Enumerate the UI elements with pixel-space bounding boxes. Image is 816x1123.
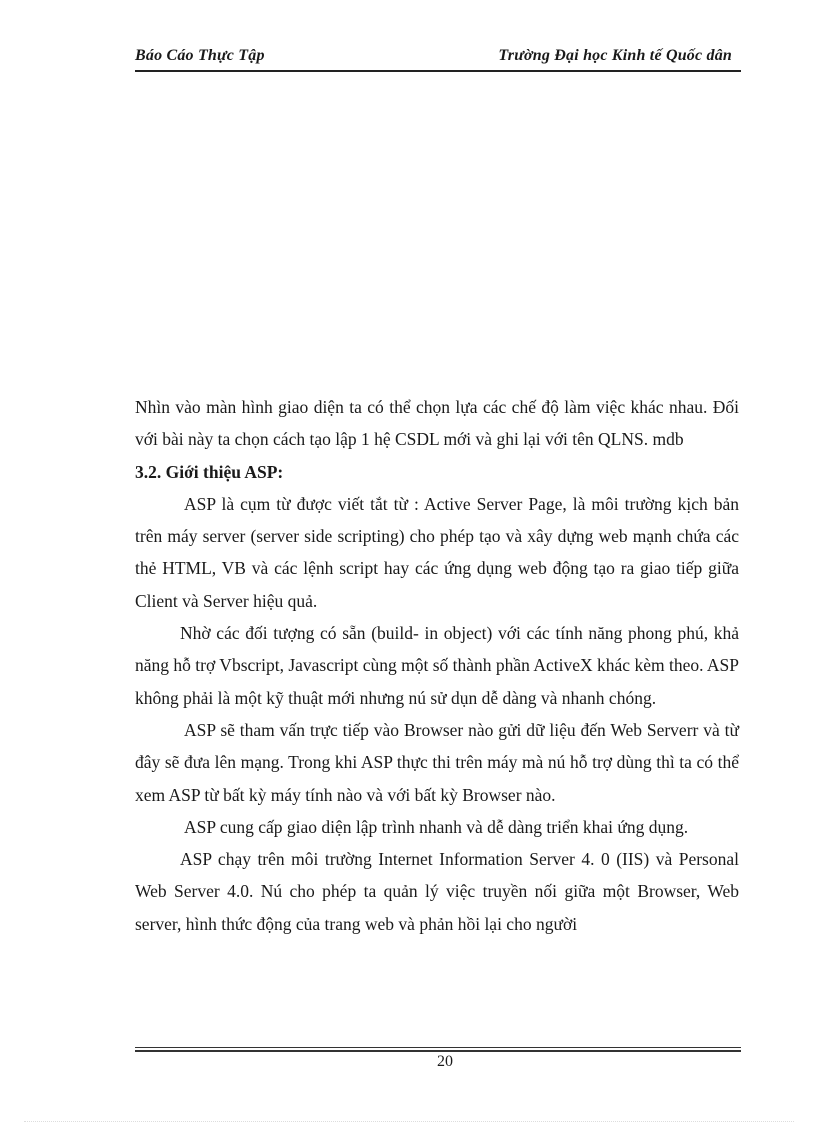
header-university-name: Trường Đại học Kinh tế Quốc dân <box>498 47 732 64</box>
document-body <box>135 391 739 940</box>
paragraph-asp-browser: ASP sẽ tham vấn trực tiếp vào Browser nào gửi dữ liệu đến Web Serverr và từ đây sẽ đưa lên mạng. Trong khi ASP thực thi trên máy mà nú hỗ trợ dùng thì ta có thể xem ASP từ bất kỳ máy tính nào và với bất kỳ Browser nào. <box>135 719 739 805</box>
page-edge-divider <box>24 1121 794 1122</box>
paragraph-asp-definition: ASP là cụm từ được viết tắt từ : Active Server Page, là môi trường kịch bản trên máy server (server side scripting) cho phép tạo và xây dựng web mạnh chứa các thẻ HTML, VB và các lệnh script hay các ứng dụng web động tạo ra giao tiếp giữa Client và Server hiệu quả. <box>135 493 739 611</box>
page-header <box>135 47 740 69</box>
paragraph-asp-iis: ASP chạy trên môi trường Internet Information Server 4. 0 (IIS) và Personal Web Server 4.0. Nú cho phép ta quản lý việc truyền nối giữa một Browser, Web server, hình thức động của trang web và phản hồi lại cho người <box>135 849 739 934</box>
header-report-title: Báo Cáo Thực Tập <box>135 47 265 64</box>
header-rule <box>135 70 741 72</box>
footer-rule-thick <box>135 1050 741 1052</box>
paragraph-asp-objects: Nhờ các đối tượng có sẵn (build- in object) với các tính năng phong phú, khả năng hỗ trợ Vbscript, Javascript cùng một số thành phần ActiveX khác kèm theo. ASP không phải là một kỹ thuật mới nhưng nú sử dụn dễ dàng và nhanh chóng. <box>135 623 739 708</box>
paragraph-interface-choice: Nhìn vào màn hình giao diện ta có thể chọn lựa các chế độ làm việc khác nhau. Đối với bài này ta chọn cách tạo lập 1 hệ CSDL mới và ghi lại với tên QLNS. mdb <box>135 397 739 450</box>
paragraph-asp-interface: ASP cung cấp giao diện lập trình nhanh và dễ dàng triển khai ứng dụng. <box>184 816 689 837</box>
page-number: 20 <box>437 1053 453 1070</box>
footer-rule-thin <box>135 1047 741 1048</box>
section-heading-asp: 3.2. Giới thiệu ASP: <box>135 461 284 482</box>
